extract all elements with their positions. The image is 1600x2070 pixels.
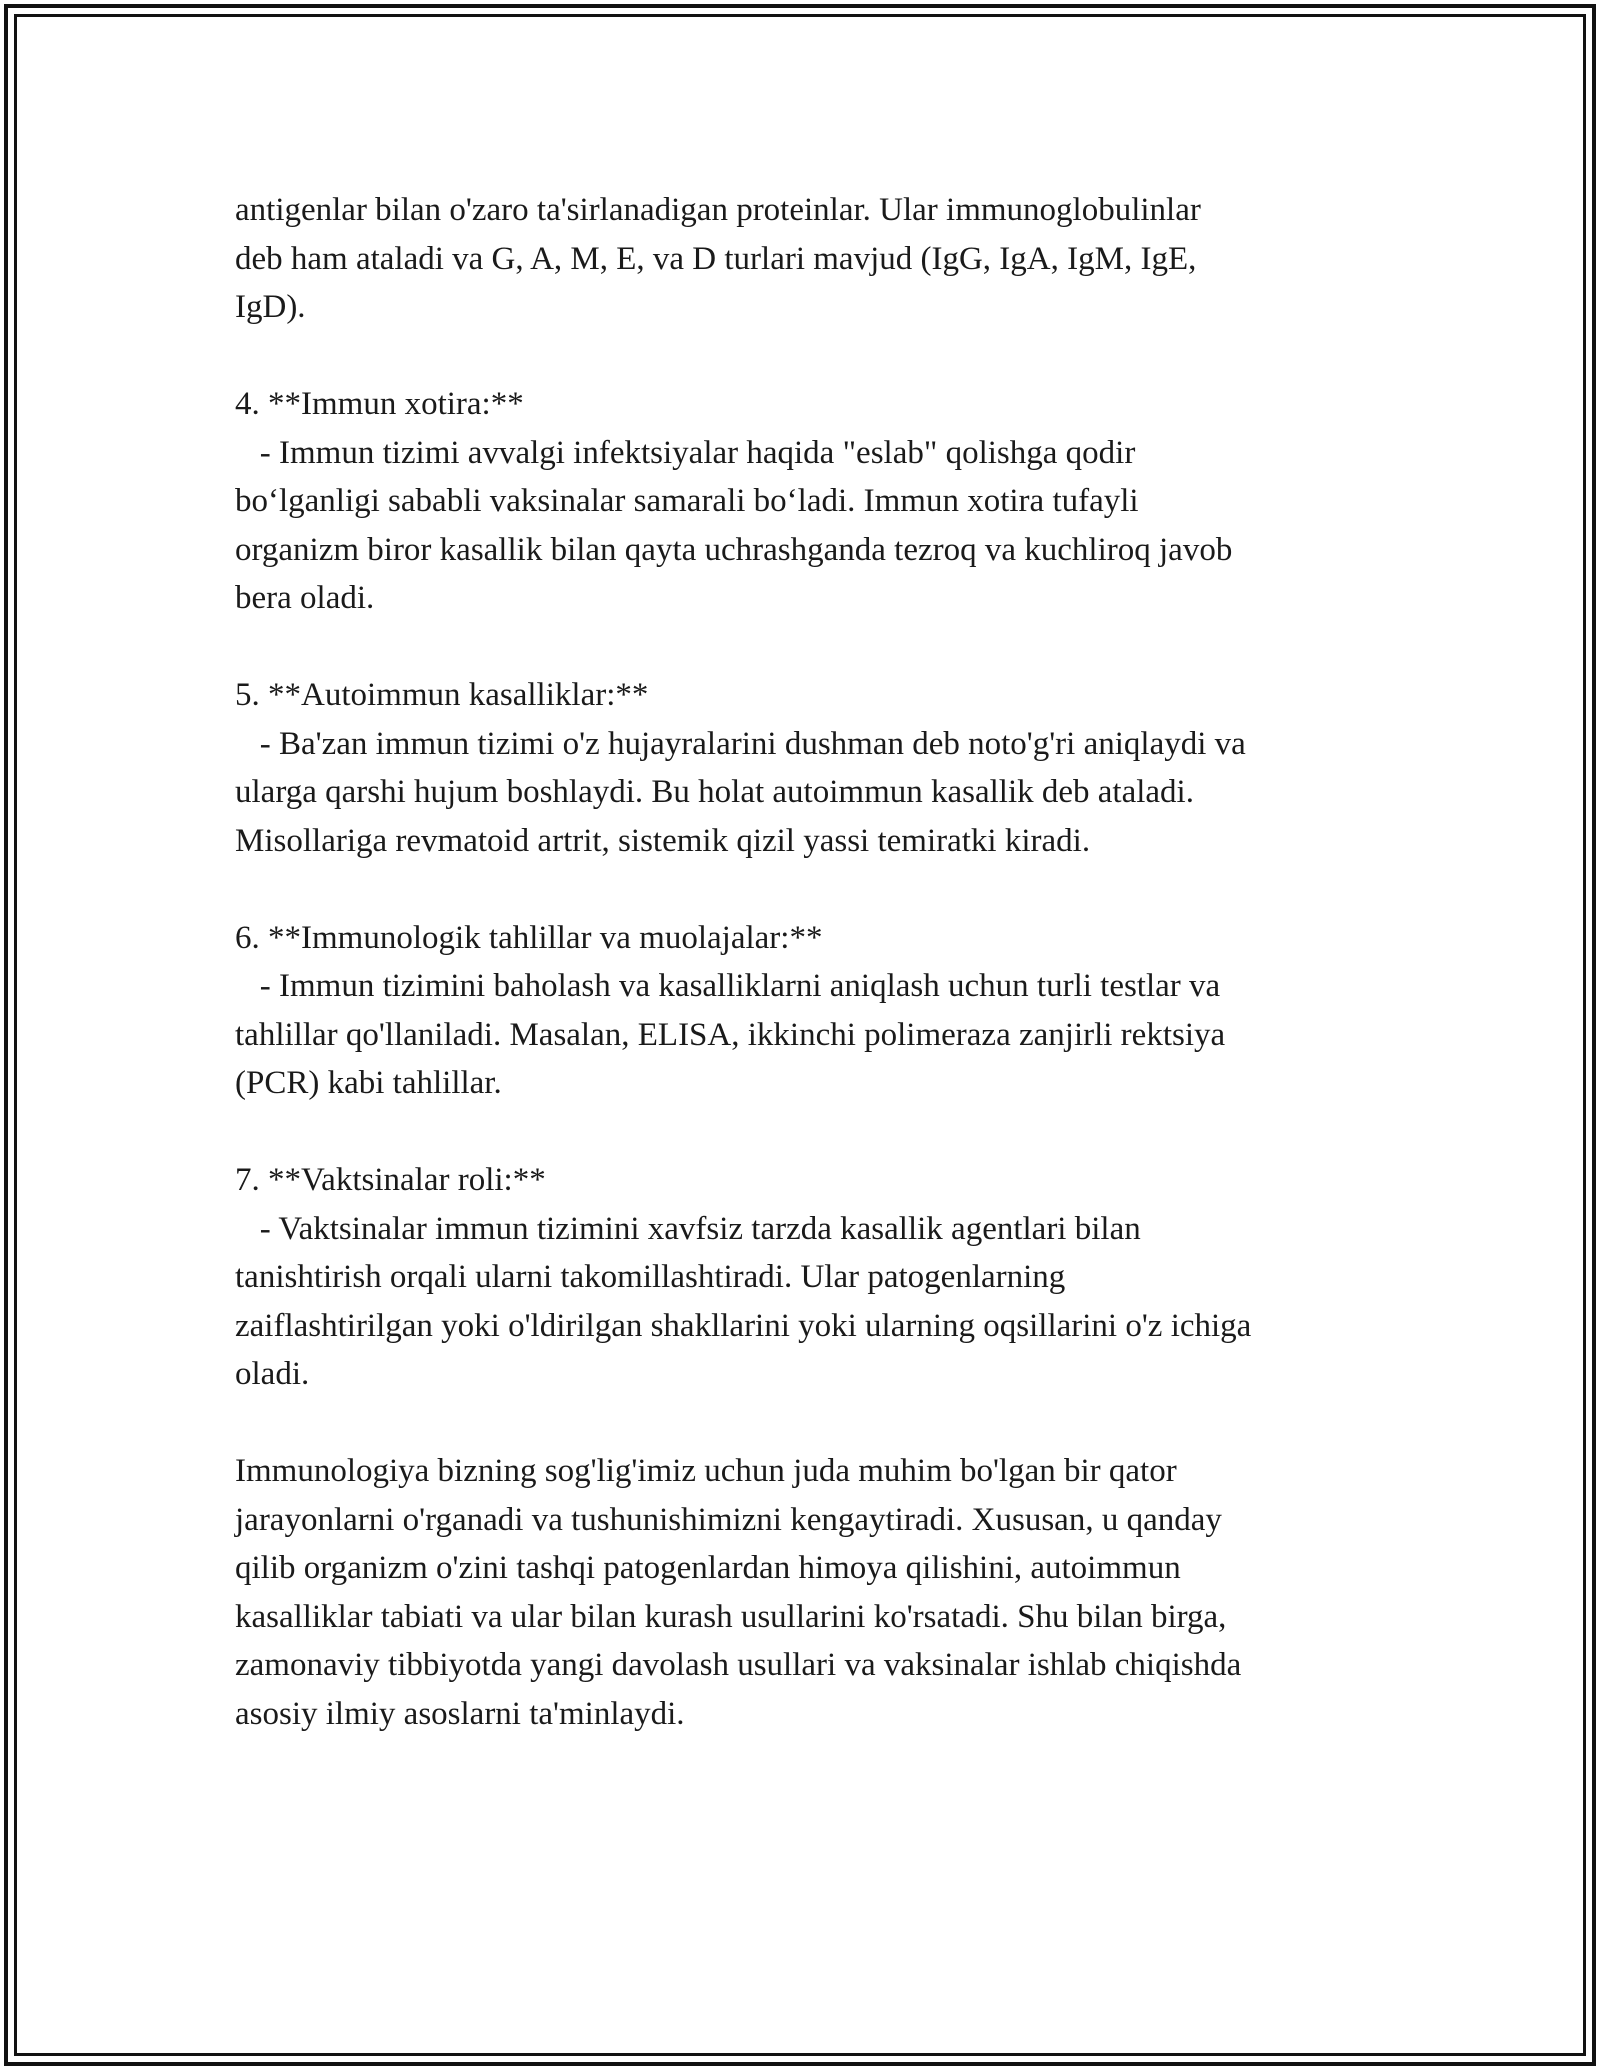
text-line: zamonaviy tibbiyotda yangi davolash usullari va vaksinalar ishlab chiqishda [235,1647,1242,1683]
text-line: zaiflashtirilgan yoki o'ldirilgan shakllarini yoki ularning oqsillarini o'z ichiga [235,1307,1252,1344]
section-vaccines-role [235,1156,1385,1399]
text-line: Misollariga revmatoid artrit, sistemik qizil yassi temiratki kiradi. [235,822,1091,859]
section-autoimmune-diseases [235,671,1385,865]
section-heading: 4. **Immun xotira:** [235,386,524,422]
text-line: qilib organizm o'zini tashqi patogenlardan himoya qilishini, autoimmun [235,1550,1181,1586]
text-line: kasalliklar tabiati va ular bilan kurash usullarini ko'rsatadi. Shu bilan birga, [235,1598,1227,1635]
text-line: - Ba'zan immun tizimi o'z hujayralarini dushman deb noto'g'ri aniqlaydi va [235,725,1246,762]
text-line: - Vaktsinalar immun tizimini xavfsiz tarzda kasallik agentlari bilan [235,1210,1141,1247]
intro-paragraph [235,186,1385,332]
section-immunologic-tests [235,914,1385,1108]
text-line: organizm biror kasallik bilan qayta uchrashganda tezroq va kuchliroq javob [235,531,1233,568]
text-line: tanishtirish orqali ularni takomillashtiradi. Ular patogenlarning [235,1259,1066,1295]
text-line: antigenlar bilan o'zaro ta'sirlanadigan proteinlar. Ular immunoglobulinlar [235,192,1201,228]
text-line: IgD). [235,289,306,325]
text-line: deb ham ataladi va G, A, M, E, va D turlari mavjud (IgG, IgA, IgM, IgE, [235,240,1197,277]
text-line: (PCR) kabi tahlillar. [235,1065,502,1101]
text-line: asosiy ilmiy asoslarni ta'minlaydi. [235,1695,685,1732]
text-line: bera oladi. [235,580,375,616]
section-immune-memory [235,380,1385,623]
text-line: - Immun tizimi avvalgi infektsiyalar haqida "eslab" qolishga qodir [235,434,1136,471]
text-line: ularga qarshi hujum boshlaydi. Bu holat autoimmun kasallik deb ataladi. [235,774,1194,810]
text-line: oladi. [235,1356,310,1392]
section-heading: 7. **Vaktsinalar roli:** [235,1162,546,1198]
section-heading: 5. **Autoimmun kasalliklar:** [235,677,649,713]
document-body [235,186,1385,1787]
conclusion-paragraph [235,1447,1385,1738]
section-heading: 6. **Immunologik tahlillar va muolajalar:** [235,919,823,956]
text-line: Immunologiya bizning sog'lig'imiz uchun juda muhim bo'lgan bir qator [235,1453,1177,1489]
text-line: - Immun tizimini baholash va kasalliklarni aniqlash uchun turli testlar va [235,968,1221,1004]
text-line: jarayonlarni o'rganadi va tushunishimizni kengaytiradi. Xususan, u qanday [235,1501,1222,1538]
text-line: tahlillar qo'llaniladi. Masalan, ELISA, ikkinchi polimeraza zanjirli rektsiya [235,1016,1226,1053]
text-line: bo‘lganligi sababli vaksinalar samarali bo‘ladi. Immun xotira tufayli [235,483,1139,519]
